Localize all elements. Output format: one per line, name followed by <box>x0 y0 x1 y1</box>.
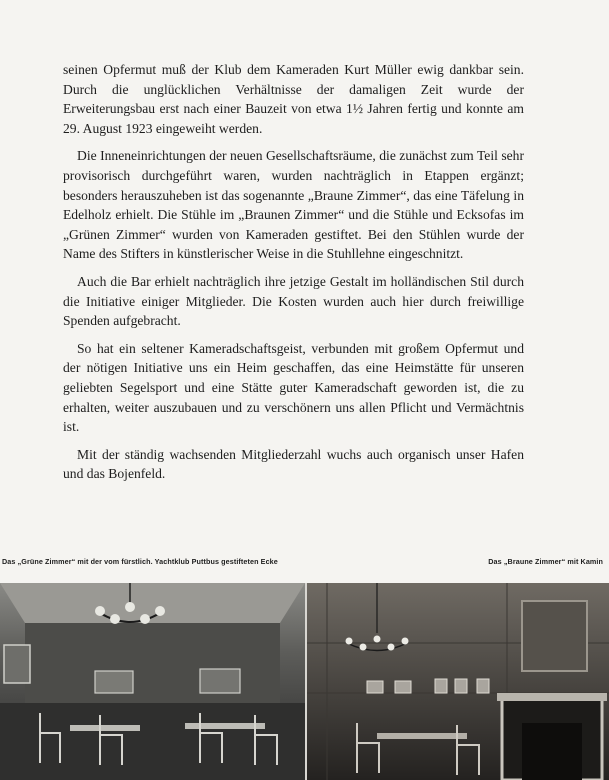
caption-brown-room: Das „Braune Zimmer“ mit Kamin <box>488 557 603 566</box>
photo-strip <box>0 583 609 780</box>
paragraph-1: seinen Opfermut muß der Klub dem Kameraden Kurt Müller ewig dankbar sein. Durch die unglücklichen Verhältnisse der damaligen Zeit wurde der Erweiterungsbau erst nach einer Bauzeit von etwa 1½ Jahren fertig und konnte am 29. August 1923 eingeweiht werden. <box>63 62 524 136</box>
paragraph-3: Auch die Bar erhielt nachträglich ihre jetzige Gestalt im holländischen Stil durch die Initiative einiger Mitglieder. Die Kosten wurden auch hier durch freiwillige Spenden aufgebracht. <box>63 273 524 329</box>
article-text <box>63 60 524 492</box>
fireplace-icon <box>497 693 607 780</box>
paragraph-4: So hat ein seltener Kameradschaftsgeist, verbunden mit großem Opfermut und der nötigen Initiative uns ein Heim geschaffen, das eine Heimstätte für unseren geliebten Segelsport und eine Stätte guter Kameradschaft geworden ist, die zu erhalten, weiter auszubauen und zu verschönern uns allen Pflicht und Vermächtnis ist. <box>63 340 524 435</box>
photo-brown-room <box>307 583 609 780</box>
paragraph-2: Die Inneneinrichtungen der neuen Gesellschaftsräume, die zunächst zum Teil sehr provisorisch durchgeführt waren, wurden nachträglich in Etappen ergänzt; besonders herauszuheben ist das sogenannte „Braune Zimmer“, das eine Täfelung in Edelholz erhielt. Die Stühle im „Braunen Zimmer“ und die Stühle und Ecksofas im „Grünen Zimmer“ wurden von Kameraden gestiftet. Bei den Stühlen wurde der Name des Stifters in künstlerischer Weise in die Stuhllehne eingeschnitzt. <box>63 148 524 262</box>
caption-green-room: Das „Grüne Zimmer“ mit der vom fürstlich. Yachtklub Puttbus gestifteten Ecke <box>2 557 278 566</box>
paragraph-5: Mit der ständig wachsenden Mitgliederzahl wuchs auch organisch unser Hafen und das Bojenfeld. <box>63 446 524 482</box>
photo-green-room <box>0 583 305 780</box>
